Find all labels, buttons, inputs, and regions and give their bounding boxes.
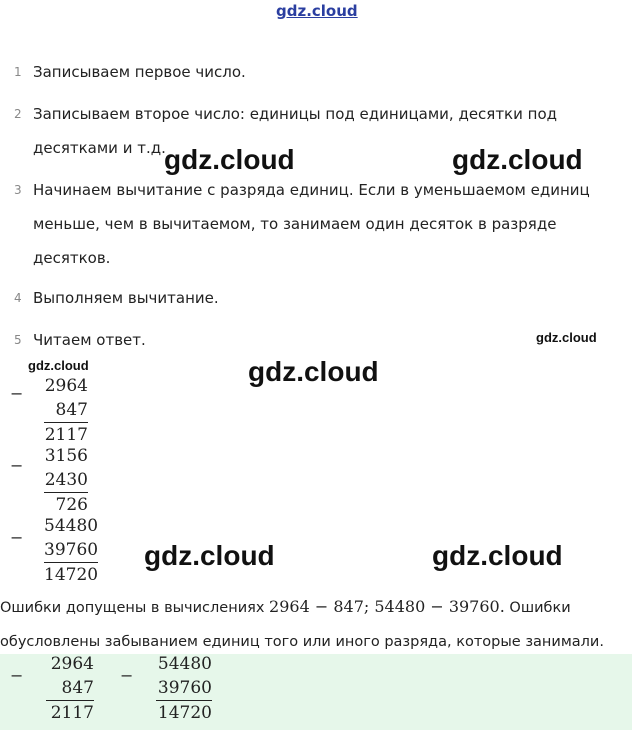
result: 2117	[46, 700, 94, 725]
minus-sign: −	[10, 384, 24, 403]
conclusion-math: 2964 − 847; 54480 − 39760.	[269, 597, 505, 616]
minus-sign: −	[120, 666, 134, 685]
minuend: 3156	[44, 446, 88, 466]
minuend: 2964	[50, 654, 94, 674]
result: 14720	[156, 700, 212, 725]
subtrahend: 2430	[44, 470, 88, 490]
step-number: 3	[14, 183, 22, 197]
step-text: Читаем ответ.	[33, 331, 146, 349]
watermark: gdz.cloud	[28, 358, 89, 373]
conclusion-text-part: Ошибки допущены в вычислениях	[0, 600, 270, 616]
subtrahend: 39760	[157, 678, 212, 698]
answer-subtraction-2	[156, 652, 212, 725]
step-text: Записываем второе число: единицы под единицами, десятки под десятками и т.д.	[33, 105, 557, 157]
watermark: gdz.cloud	[144, 540, 275, 571]
step-number: 4	[14, 291, 22, 305]
subtrahend: 847	[61, 678, 94, 698]
result: 726	[44, 492, 88, 517]
result: 14720	[44, 562, 98, 587]
step-number: 5	[14, 333, 22, 347]
minus-sign: −	[10, 666, 24, 685]
column-subtraction-3	[44, 514, 98, 587]
step-number: 1	[14, 65, 22, 79]
step-text: Выполняем вычитание.	[33, 289, 219, 307]
step-text: Записываем первое число.	[33, 63, 246, 81]
watermark: gdz.cloud	[452, 144, 583, 175]
minus-sign: −	[10, 456, 24, 475]
answer-subtraction-1	[46, 652, 94, 725]
minus-sign: −	[10, 528, 24, 547]
step-text: Начинаем вычитание с разряда единиц. Если в уменьшаемом единиц меньше, чем в вычитаемом, то занимаем один десяток в разряде десятков.	[33, 181, 590, 267]
subtrahend: 39760	[44, 540, 99, 560]
watermark: gdz.cloud	[164, 144, 295, 175]
answer-box	[0, 654, 632, 730]
column-subtraction-1	[44, 374, 88, 447]
result: 2117	[44, 422, 88, 447]
step-number: 2	[14, 107, 22, 121]
conclusion-line-1	[0, 590, 632, 625]
column-subtraction-2	[44, 444, 88, 517]
minuend: 54480	[157, 654, 212, 674]
conclusion-line-2: обусловлены забыванием единиц того или иного разряда, которые занимали.	[0, 634, 604, 650]
watermark: gdz.cloud	[248, 356, 379, 387]
conclusion-text-part: Ошибки	[504, 600, 571, 616]
watermark: gdz.cloud	[432, 540, 563, 571]
subtrahend: 847	[55, 400, 88, 420]
minuend: 2964	[44, 376, 88, 396]
watermark-top: gdz.cloud	[276, 2, 358, 20]
minuend: 54480	[44, 516, 99, 536]
watermark: gdz.cloud	[536, 330, 597, 345]
conclusion-text	[0, 590, 632, 659]
